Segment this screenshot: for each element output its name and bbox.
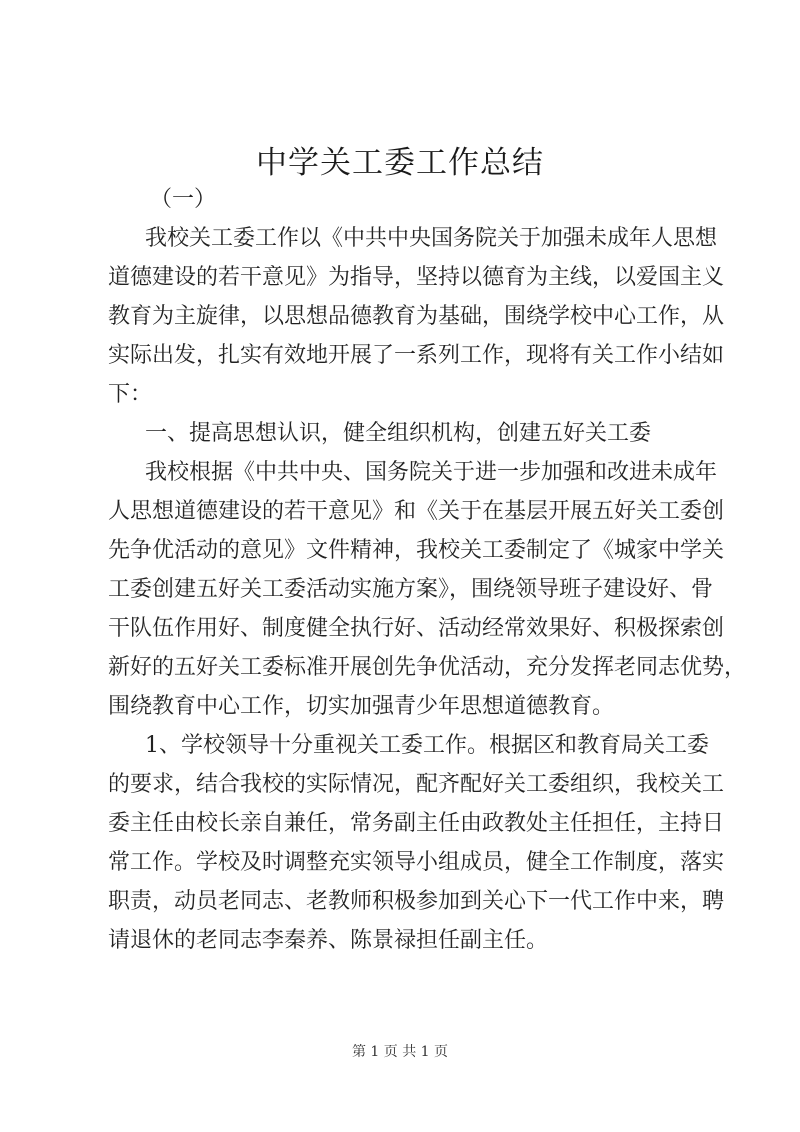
paragraph-line: 教育为主旋律，以思想品德教育为基础，围绕学校中心工作，从 bbox=[108, 304, 725, 329]
paragraph-line: 先争优活动的意见》文件精神，我校关工委制定了《城家中学关 bbox=[108, 538, 725, 563]
document-body bbox=[108, 180, 747, 960]
paragraph bbox=[108, 414, 700, 453]
paragraph bbox=[108, 726, 725, 960]
paragraph bbox=[108, 219, 725, 414]
paragraph-line: 围绕教育中心工作，切实加强青少年思想道德教育。 bbox=[108, 694, 615, 719]
paragraph-line: 我校关工委工作以《中共中央国务院关于加强未成年人思想 bbox=[145, 226, 718, 251]
paragraph bbox=[108, 453, 747, 726]
paragraph-line: 实际出发，扎实有效地开展了一系列工作，现将有关工作小结如 bbox=[108, 343, 725, 368]
paragraph-line: 干队伍作用好、制度健全执行好、活动经常效果好、积极探索创 bbox=[108, 616, 725, 641]
document-title: 中学关工委工作总结 bbox=[256, 145, 544, 181]
paragraph-line: 常工作。学校及时调整充实领导小组成员，健全工作制度，落实 bbox=[108, 850, 725, 875]
paragraph-line: 道德建设的若干意见》为指导，坚持以德育为主线，以爱国主义 bbox=[108, 265, 725, 290]
paragraph-line: 我校根据《中共中央、国务院关于进一步加强和改进未成年 bbox=[145, 460, 718, 485]
page-footer: 第 1 页 共 1 页 bbox=[351, 1044, 449, 1060]
paragraph-line: 委主任由校长亲自兼任，常务副主任由政教处主任担任，主持日 bbox=[108, 811, 725, 836]
paragraph-line: 1、学校领导十分重视关工委工作。根据区和教育局关工委 bbox=[145, 733, 709, 758]
paragraph-line: 下： bbox=[108, 382, 153, 407]
paragraph-line: 的要求，结合我校的实际情况，配齐配好关工委组织，我校关工 bbox=[108, 772, 725, 797]
paragraph-line: 人思想道德建设的若干意见》和《关于在基层开展五好关工委创 bbox=[108, 499, 725, 524]
paragraph-line: 一、提高思想认识，健全组织机构，创建五好关工委 bbox=[145, 421, 652, 446]
paragraph-line: 新好的五好关工委标准开展创先争优活动，充分发挥老同志优势， bbox=[108, 655, 747, 680]
section-subtitle: （一） bbox=[150, 187, 217, 212]
paragraph-line: 工委创建五好关工委活动实施方案》，围绕领导班子建设好、骨 bbox=[108, 577, 714, 602]
paragraph-line: 职责，动员老同志、老教师积极参加到关心下一代工作中来，聘 bbox=[108, 889, 725, 914]
paragraph-line: 请退休的老同志李秦养、陈景禄担任副主任。 bbox=[108, 928, 549, 953]
